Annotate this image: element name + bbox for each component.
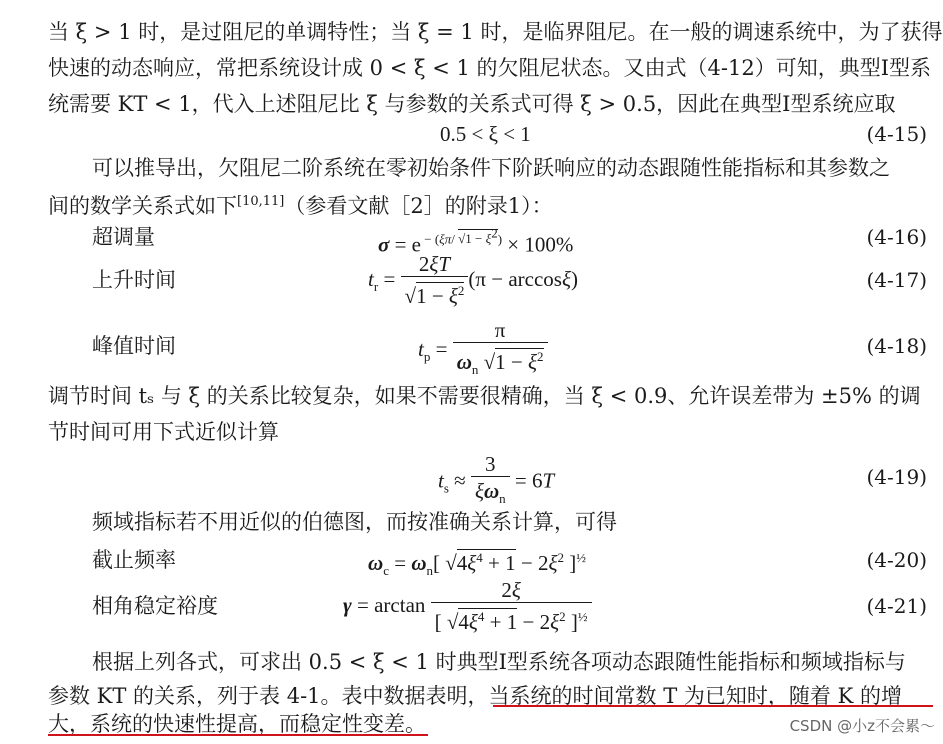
label-cutoff-freq: 截止频率 [92,548,176,572]
eq-4-20: $\omega_c = \omega_n$[ $√4\xi^4 + 1 - 2\xi^2$ ]$^{\frac{1}{2}}$ [368,550,586,579]
citation-ref: [10,11] [237,194,285,209]
p1-line-2: 快速的动态响应，常把系统设计成 0 < ξ < 1 的欠阻尼状态。又由式（4-12）可知，典型Ⅰ型系 [48,56,932,80]
eq-4-19: $t_s$ ≈ $\frac{3}{\xi\omega_n}$ = 6T [438,452,555,507]
red-underline-2 [48,734,428,736]
eq-number-4-15: (4-15) [866,122,927,146]
p1-line-1: 当 ξ > 1 时，是过阻尼的单调特性；当 ξ = 1 时，是临界阻尼。在一般的调速系统中，为了获得 [48,20,943,44]
p2-line-1: 可以推导出，欠阻尼二阶系统在零初始条件下阶跃响应的动态跟随性能指标和其参数之 [92,156,890,180]
eq-number-4-20: (4-20) [866,548,927,572]
watermark: CSDN @小z不会累～ [789,717,935,735]
eq-number-4-18: (4-18) [866,334,927,358]
p3-line-1: 调节时间 tₛ 与 ξ 的关系比较复杂，如果不需要很精确，当 ξ < 0.9、允许误差带为 ±5% 的调 [48,384,921,408]
p5-highlight-1: 当系统的时间常数 T 为已知时，随着 K 的增 [488,684,902,708]
eq-number-4-16: (4-16) [866,225,927,249]
p2-line-2 [48,190,553,218]
p2-line-2-text: 间的数学关系式如下 [48,194,237,218]
p3-line-2: 节时间可用下式近似计算 [48,420,279,444]
label-overshoot: 超调量 [92,225,155,249]
eq-4-16: σ = e $^{- (\xi\pi/ √1 - \xi^2)}$ × 100% [378,226,574,257]
p5-highlight-2: 大，系统的快速性提高，而稳定性变差。 [48,712,426,736]
eq-4-17: $t_r$ = $\frac{2\xi T}{√1 - \xi^2}$ (π − arccosξ) [368,252,578,308]
label-peak-time: 峰值时间 [92,334,176,358]
eq-4-15: 0.5 < ξ < 1 [440,122,531,146]
eq-number-4-19: (4-19) [866,465,927,489]
p2-line-2-text-b: （参看文献［2］的附录1）： [284,194,553,218]
p4-line-1: 频域指标若不用近似的伯德图，而按准确关系计算，可得 [92,510,617,534]
eq-number-4-17: (4-17) [866,268,927,292]
label-rise-time: 上升时间 [92,268,176,292]
p5-line-2-text-a: 参数 KT 的关系，列于表 4-1。表中数据表明， [48,684,489,708]
eq-number-4-21: (4-21) [866,594,927,618]
p1-line-3: 统需要 KT < 1，代入上述阻尼比 ξ 与参数的关系式可得 ξ > 0.5，因此在典型Ⅰ型系统应取 [48,92,896,116]
red-underline-1 [493,705,933,707]
eq-4-18: $t_p$ = $\frac{\pi}{\omega_n √1 - \xi^2}$ [418,318,548,384]
p5-line-1: 根据上列各式，可求出 0.5 < ξ < 1 时典型Ⅰ型系统各项动态跟随性能指标和频域指标与 [92,650,906,674]
label-phase-margin: 相角稳定裕度 [92,594,218,618]
eq-4-21: γ = arctan $\frac{2\xi}{[ √4\xi^4 + 1 - 2\xi^2 ]^{\frac{1}{2}}}$ [343,578,592,636]
